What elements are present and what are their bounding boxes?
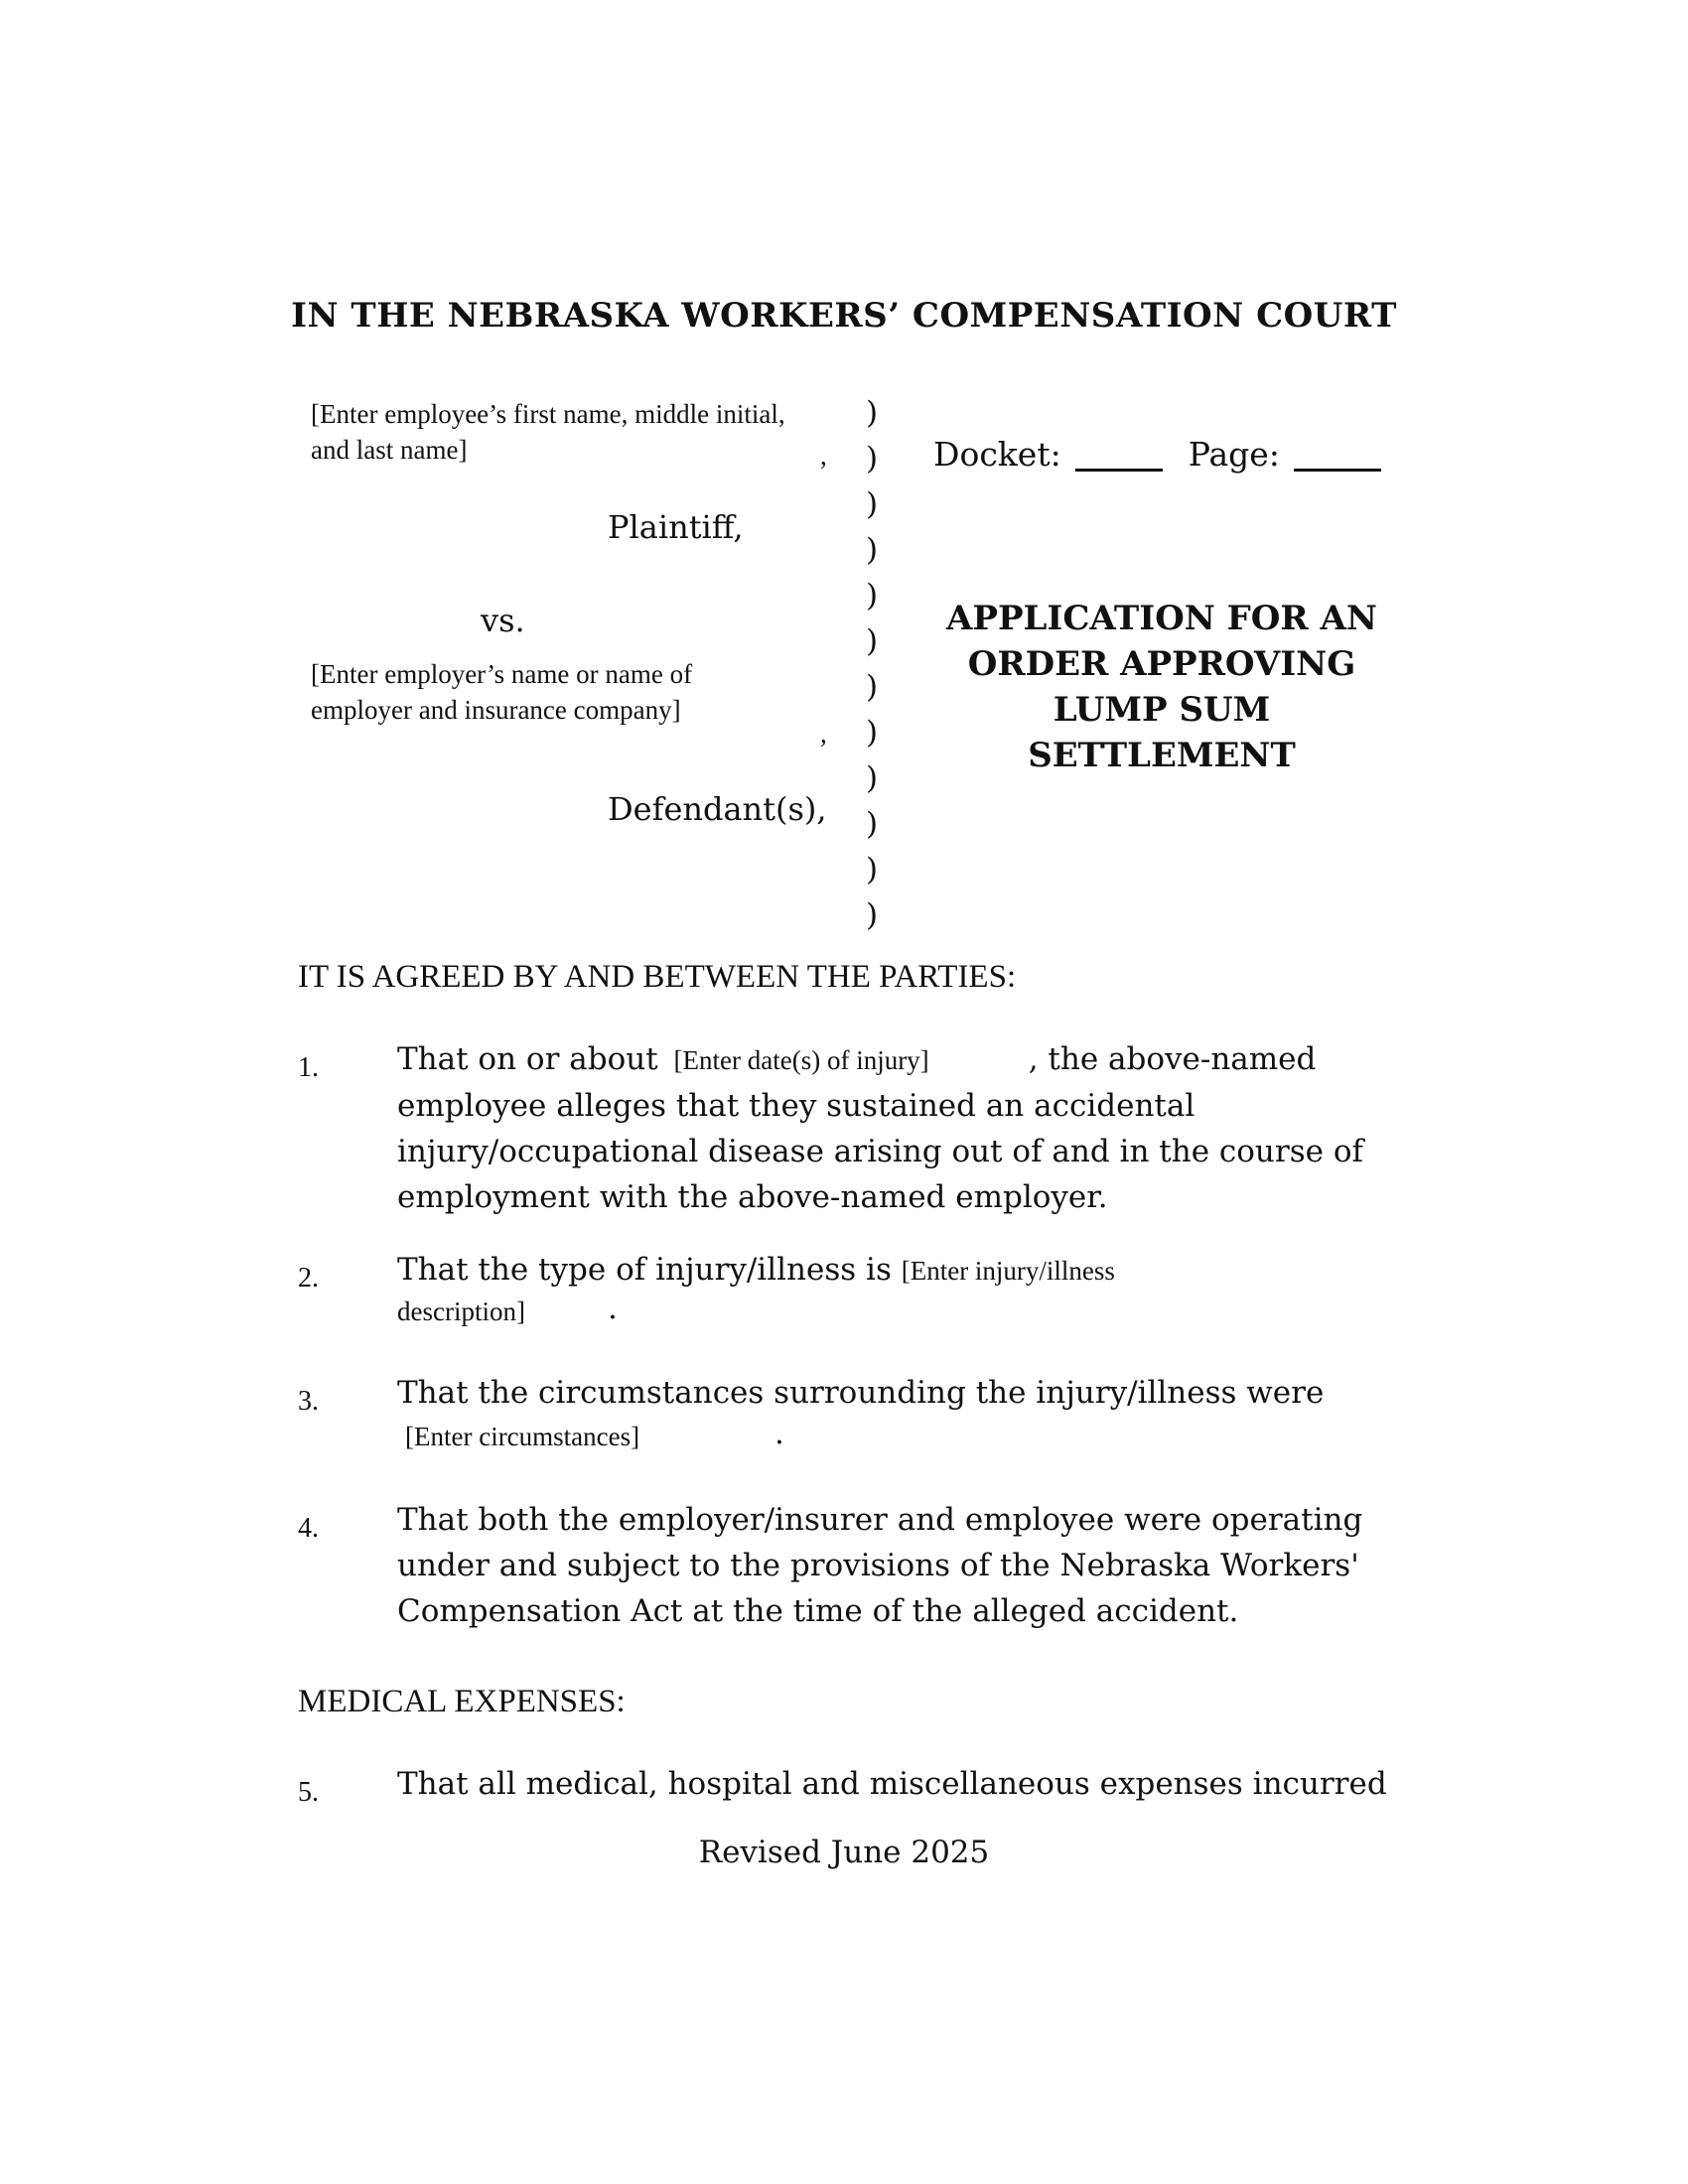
docket-label: Docket: [933,435,1061,474]
caption-paren: ) [866,623,879,659]
item-3-text: That the circumstances surrounding the injury/illness were [397,1375,1325,1411]
circumstances-field[interactable]: [Enter circumstances] [405,1422,640,1451]
caption-paren: ) [866,760,879,796]
injury-description-field-line2[interactable]: description] [397,1297,525,1326]
item-number: 4. [298,1513,319,1544]
injury-description-field-line1[interactable]: [Enter injury/illness [901,1256,1115,1286]
page-number-blank[interactable] [1294,439,1381,472]
employer-name-field-line2[interactable]: employer and insurance company] [311,695,681,725]
caption-paren: ) [866,806,879,842]
docket-line [933,435,1381,474]
employee-name-field-line1[interactable]: [Enter employee’s first name, middle initial, [311,399,785,429]
item-4-text: That both the employer/insurer and employee were operating under and subject to the provisions of the Nebraska Workers' Compensation Act at the time of the alleged accident. [397,1502,1363,1629]
item-3-period: . [774,1416,784,1451]
agreed-heading: IT IS AGREED BY AND BETWEEN THE PARTIES: [298,959,1017,995]
item-1-text [397,1036,1380,1220]
revision-footer: Revised June 2025 [698,1835,990,1870]
caption-paren: ) [866,441,879,477]
application-title: APPLICATION FOR AN ORDER APPROVING LUMP SUM SETTLEMENT [946,599,1377,775]
item-number: 1. [298,1052,319,1083]
item-2-text [397,1247,1380,1294]
page-label: Page: [1188,435,1280,474]
employer-comma: , [820,719,827,749]
caption-paren: ) [866,486,879,522]
caption-paren: ) [866,897,879,933]
plaintiff-label: Plaintiff, [608,508,744,546]
vs-label: vs. [481,602,525,639]
medical-expenses-heading: MEDICAL EXPENSES: [298,1684,626,1719]
defendant-label: Defendant(s), [608,790,827,828]
caption-paren: ) [866,669,879,705]
caption-paren: ) [866,395,879,431]
item-number: 5. [298,1777,319,1808]
caption-paren: ) [866,852,879,887]
item-1-text-before: That on or about [397,1041,658,1077]
item-2-period: . [608,1291,618,1326]
employee-comma: , [820,441,827,471]
caption-paren: ) [866,532,879,568]
item-number: 3. [298,1386,319,1417]
item-number: 2. [298,1263,319,1294]
employee-name-field-line2[interactable]: and last name] [311,435,468,465]
caption-paren: ) [866,578,879,614]
item-2-text-before: That the type of injury/illness is [397,1252,892,1288]
court-title: IN THE NEBRASKA WORKERS’ COMPENSATION COURT [291,296,1397,336]
docket-number-blank[interactable] [1075,439,1163,472]
item-5-text: That all medical, hospital and miscellaneous expenses incurred [397,1766,1387,1802]
injury-date-field[interactable]: [Enter date(s) of injury] [673,1045,929,1075]
item-1-text-after: , the above-named employee alleges that they sustained an accidental injury/occupational disease arising out of and in the course of employment with the above-named employer. [397,1041,1363,1215]
caption-paren: ) [866,715,879,751]
employer-name-field-line1[interactable]: [Enter employer’s name or name of [311,659,693,689]
